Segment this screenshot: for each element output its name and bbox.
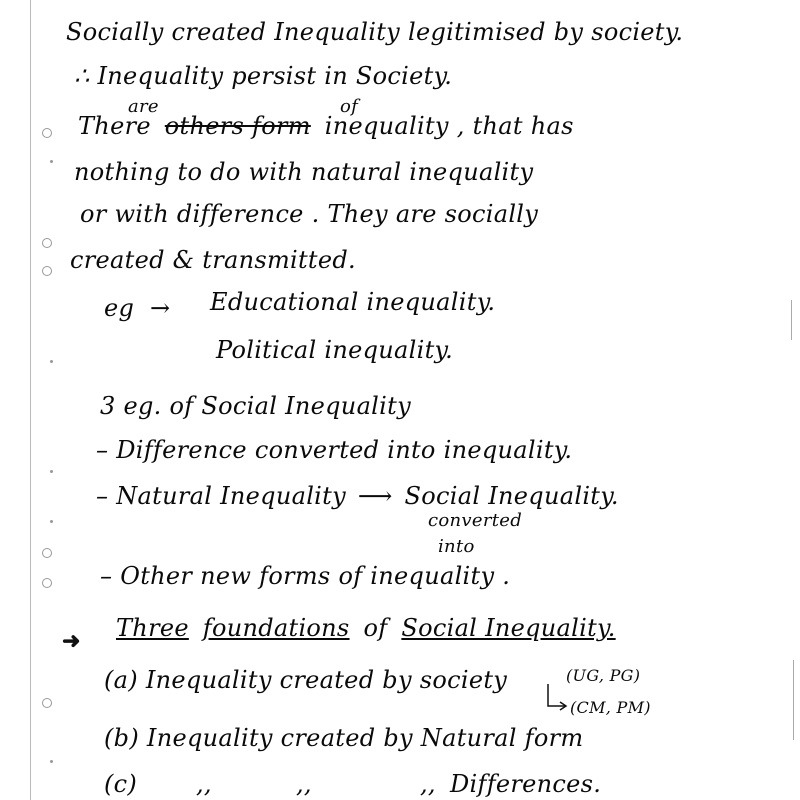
note-line: Socially created Inequality legitimised by society. <box>66 18 684 46</box>
note-line: or with difference . They are socially <box>80 200 539 228</box>
bullet-text: Social Inequality. <box>404 482 619 510</box>
example-item: Political inequality. <box>216 336 454 364</box>
section-heading: 3 eg. of Social Inequality <box>100 392 411 420</box>
heading-word: Three <box>116 614 189 642</box>
note-line: ∴ Inequality persist in Society. <box>74 62 453 90</box>
note-word: others form <box>164 112 311 140</box>
bullet-item: – Other new forms of inequality . <box>100 562 511 590</box>
note-line: created & transmitted. <box>70 246 356 274</box>
list-item: Differences. <box>450 770 602 798</box>
list-item-label: (c) <box>104 770 138 798</box>
ditto-mark: ,, <box>420 770 436 798</box>
insertion-of: of <box>340 96 359 117</box>
ditto-mark: ,, <box>296 770 312 798</box>
ditto-mark: ,, <box>196 770 212 798</box>
bullet-text: – Natural Inequality <box>96 482 346 510</box>
example-item: Educational inequality. <box>210 288 496 316</box>
note-line: nothing to do with natural inequality <box>74 158 534 186</box>
annotation: (UG, PG) <box>566 666 641 685</box>
list-item: (a) Inequality created by society <box>104 666 508 694</box>
heading-word: foundations <box>202 614 350 642</box>
annotation: into <box>438 536 475 557</box>
annotation: converted <box>428 510 523 531</box>
heading-word: of <box>363 614 388 642</box>
long-arrow-icon: ⟶ <box>357 482 393 510</box>
heading-word: Social Inequality. <box>401 614 616 642</box>
list-item: (b) Inequality created by Natural form <box>104 724 584 752</box>
insertion-are: are <box>128 96 159 117</box>
example-label: eg <box>104 294 135 322</box>
arrow-icon: → <box>150 294 171 322</box>
annotation: (CM, PM) <box>570 698 651 717</box>
bullet-item: – Difference converted into inequality. <box>96 436 573 464</box>
note-word: There <box>78 112 151 140</box>
note-word: inequality , that has <box>324 112 574 140</box>
arrow-marker-icon: ➜ <box>62 628 81 654</box>
